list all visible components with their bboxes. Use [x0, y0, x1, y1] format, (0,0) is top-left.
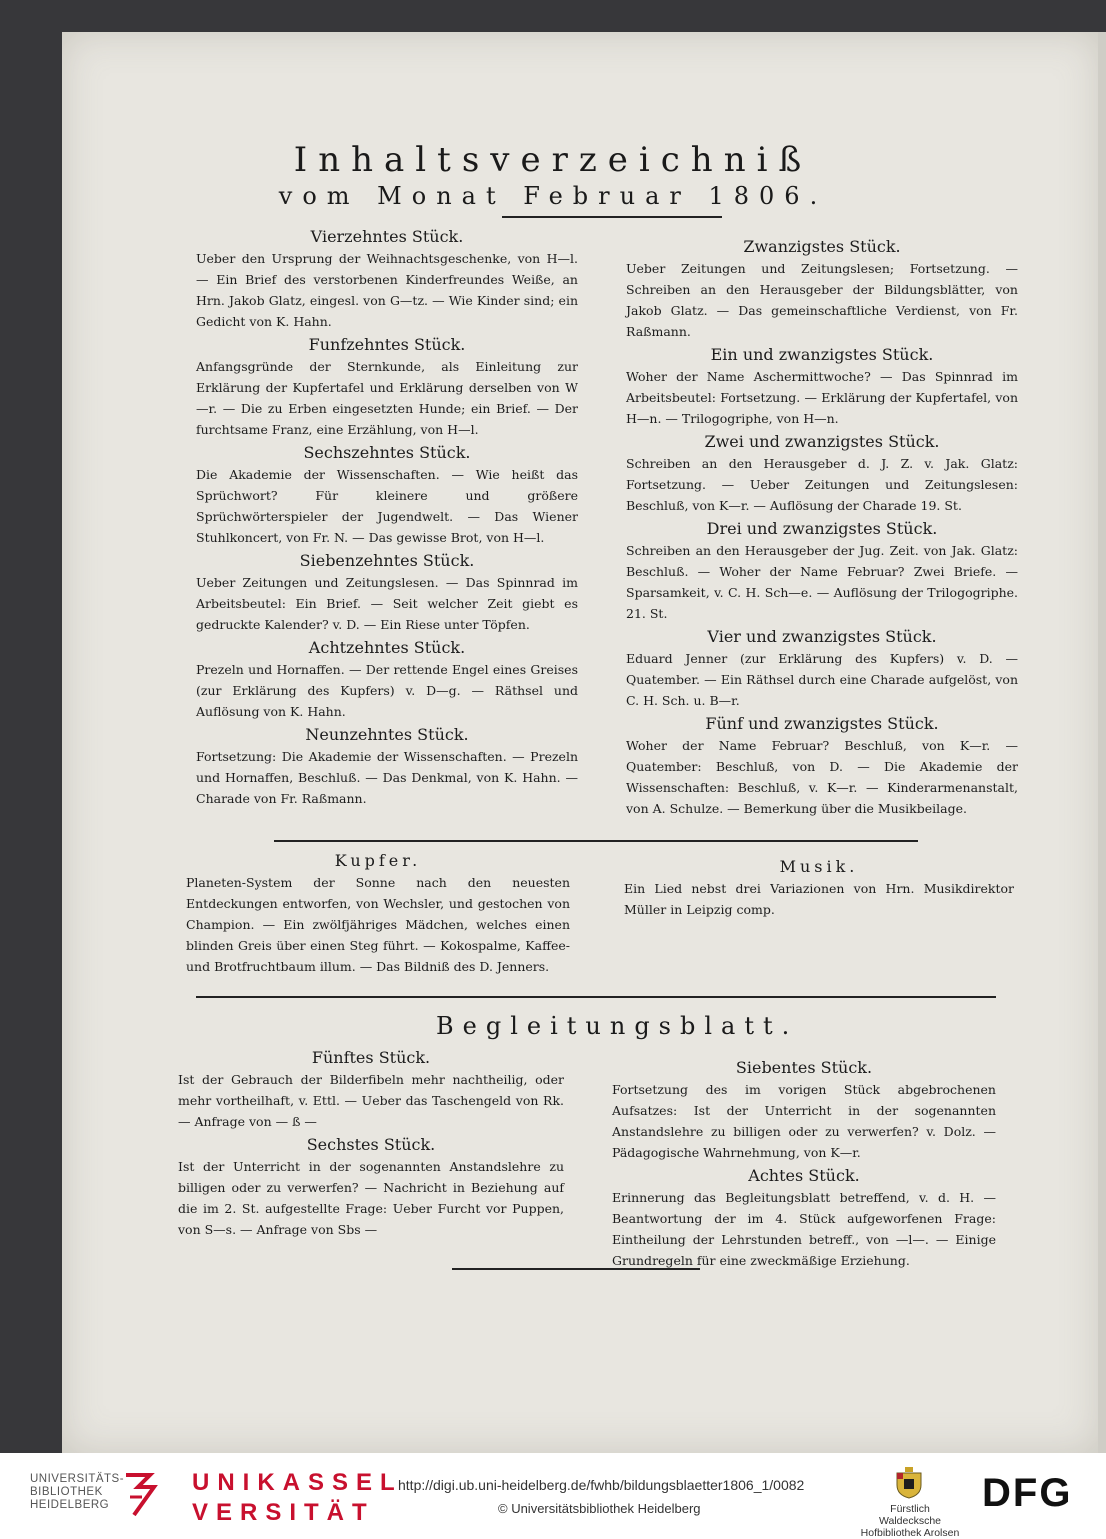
bottom-rule [452, 1268, 700, 1270]
kupfer-heading: Kupfer. [334, 851, 422, 870]
section-text: Prezeln und Hornaffen. — Der rettende Engel eines Greises (zur Erklärung des Kupfers) v. D—g. — Räthsel und Auflösung von K. Hahn. [196, 662, 578, 719]
contents-rule [274, 840, 918, 842]
bl-section-8 [612, 1166, 996, 1271]
section-23 [626, 519, 1018, 624]
dfg-logo[interactable]: DFG [982, 1471, 1073, 1515]
section-heading: Zwanzigstes Stück. [743, 237, 901, 256]
kupfer-text: Planeten-System der Sonne nach den neuesten Entdeckungen entworfen, von Wechsler, und gestochen von Champion. — Ein zwölfjähriges Mädchen, welches einen blinden Greis über einen Steg führt. — Kokospalme, Kaffee- und Brotfruchtbaum illum. — Das Bildniß des D. Jenners. [186, 875, 570, 974]
section-16 [196, 443, 578, 548]
section-20 [626, 237, 1018, 342]
section-heading: Siebenzehntes Stück. [299, 551, 475, 570]
uni-kassel-logo[interactable] [192, 1468, 403, 1528]
section-heading: Sechszehntes Stück. [303, 443, 471, 462]
section-heading: Sechstes Stück. [306, 1135, 436, 1154]
section-21 [626, 345, 1018, 429]
contents-right-column [626, 234, 1018, 819]
ub-logo-line: UNIVERSITÄTS- [30, 1473, 125, 1485]
arolsen-logo[interactable] [858, 1503, 962, 1539]
section-text: Fortsetzung des im vorigen Stück abgebrochenen Aufsatzes: Ist der Unterricht in der sogenannten Anstandslehre zu billigen oder zu verwerfen? v. Dolz. — Pädagogische Wahrnehmung, von K—r. [612, 1082, 996, 1160]
section-text: Eduard Jenner (zur Erklärung des Kupfers) v. D. — Quatember. — Ein Räthsel durch eine Charade aufgelöst, von C. H. Sch. u. B—r. [626, 651, 1018, 708]
musik-text: Ein Lied nebst drei Variazionen von Hrn. Musikdirektor Müller in Leipzig comp. [624, 881, 1014, 917]
section-heading: Zwei und zwanzigstes Stück. [704, 432, 940, 451]
section-heading: Drei und zwanzigstes Stück. [706, 519, 938, 538]
section-heading: Fünf und zwanzigstes Stück. [705, 714, 939, 733]
bl-section-6 [178, 1135, 564, 1240]
section-text: Ueber den Ursprung der Weihnachtsgeschenke, von H—l. — Ein Brief des verstorbenen Kinderfreundes Weiße, an Hrn. Jakob Glatz, eingesl. von G—tz. — Wie Kinder sind; ein Gedicht von K. Hahn. [196, 251, 578, 329]
section-text: Schreiben an den Herausgeber d. J. Z. v. Jak. Glatz: Fortsetzung. — Ueber Zeitungen und Zeitungslesen: Beschluß, von K—r. — Auflösung der Charade 19. St. [626, 456, 1018, 513]
document-url-link[interactable]: http://digi.ub.uni-heidelberg.de/fwhb/bildungsblaetter1806_1/0082 [398, 1477, 805, 1493]
ub-logo-line: HEIDELBERG [30, 1499, 110, 1511]
section-text: Anfangsgründe der Sternkunde, als Einleitung zur Erklärung der Kupfertafel und Erklärung derselben von W—r. — Die zu Erben eingesetzten Hunde; ein Brief. — Der furchtsame Franz, eine Erzählung, von H—l. [196, 359, 578, 437]
section-text: Erinnerung das Begleitungsblatt betreffend, v. d. H. — Beantwortung der im 4. Stück aufgeworfenen Frage: Eintheilung der Lehrstunden betreff., von —l—. — Einige Grundregeln für eine zweckmäßige Erziehung. [612, 1190, 996, 1268]
kupfer-section [186, 848, 570, 977]
section-heading: Neunzehntes Stück. [305, 725, 469, 744]
contents-left-column [196, 224, 578, 809]
begleitungsblatt-right-column [612, 1055, 996, 1271]
section-heading: Achtzehntes Stück. [308, 638, 466, 657]
section-heading: Siebentes Stück. [735, 1058, 873, 1077]
kupfer-rule [196, 996, 996, 998]
section-text: Fortsetzung: Die Akademie der Wissenschaften. — Prezeln und Hornaffen, Beschluß. — Das Denkmal, von K. Hahn. — Charade von Fr. Raßmann. [196, 749, 578, 806]
section-heading: Funfzehntes Stück. [308, 335, 466, 354]
section-text: Woher der Name Aschermittwoche? — Das Spinnrad im Arbeitsbeutel: Fortsetzung. — Erklärung der Kupfertafel, von H—n. — Trilogogriphe, von H—n. [626, 369, 1018, 426]
title-rule [502, 216, 722, 218]
begleitungsblatt-title: Begleitungsblatt. [436, 1012, 799, 1040]
section-text: Ueber Zeitungen und Zeitungslesen; Fortsetzung. — Schreiben an den Herausgeber der Bildungsblätter, von Jakob Glatz. — Das gemeinschaftliche Verdienst, von Fr. Raßmann. [626, 261, 1018, 339]
ub-logo-line: BIBLIOTHEK [30, 1486, 103, 1498]
section-text: Die Akademie der Wissenschaften. — Wie heißt das Sprüchwort? Für kleinere und größere Sprüchwörterspieler der Jugendwelt. — Das Wiener Stuhlkoncert, von Fr. N. — Das gewisse Brot, von H—l. [196, 467, 578, 545]
arolsen-line: Fürstlich Waldecksche [878, 1503, 942, 1527]
section-heading: Ein und zwanzigstes Stück. [710, 345, 934, 364]
musik-section [624, 854, 1014, 920]
section-17 [196, 551, 578, 635]
section-14 [196, 227, 578, 332]
section-text: Ist der Unterricht in der sogenannten Anstandslehre zu billigen oder zu verwerfen? — Nachricht in Beziehung auf die im 2. St. aufgestellte Frage: Ueber Furcht vor Puppen, von S—s. — Anfrage von Sbs — [178, 1159, 564, 1237]
uk-logo-line: VERSITÄT [192, 1499, 375, 1526]
page-title: Inhaltsverzeichniß [293, 140, 813, 180]
section-text: Woher der Name Februar? Beschluß, von K—r. — Quatember: Beschluß, von D. — Die Akademie der Wissenschaften: Beschluß, v. K—r. — Kinderarmenanstalt, von A. Schulze. — Bemerkung über die Musikbeilage. [626, 738, 1018, 816]
crest-icon [894, 1467, 924, 1499]
arolsen-line: Hofbibliothek Arolsen [860, 1527, 960, 1539]
section-25 [626, 714, 1018, 819]
viewer-footer [0, 1453, 1106, 1538]
musik-heading: Musik. [779, 857, 859, 876]
section-text: Ist der Gebrauch der Bilderfibeln mehr nachtheilig, oder mehr vortheilhaft, v. Ettl. — Ueber das Taschengeld von Rk. — Anfrage von — ß — [178, 1072, 564, 1129]
bl-section-7 [612, 1058, 996, 1163]
section-19 [196, 725, 578, 809]
section-heading: Fünftes Stück. [311, 1048, 431, 1067]
section-22 [626, 432, 1018, 516]
section-heading: Achtes Stück. [748, 1166, 860, 1185]
section-heading: Vierzehntes Stück. [310, 227, 464, 246]
page-subtitle: vom Monat Februar 1806. [278, 182, 828, 210]
ub-heidelberg-logo[interactable] [30, 1473, 124, 1512]
bl-section-5 [178, 1048, 564, 1132]
uk-logo-line: UNIKASSEL [192, 1469, 403, 1496]
section-text: Schreiben an den Herausgeber der Jug. Zeit. von Jak. Glatz: Beschluß. — Woher der Name Februar? Zwei Briefe. — Sparsamkeit, v. C. H. Sch—e. — Auflösung der Trilogogriphe. 21. St. [626, 543, 1018, 621]
section-24 [626, 627, 1018, 711]
ub-heidelberg-icon [120, 1467, 160, 1523]
paper-edge [1098, 32, 1106, 1453]
copyright-text: © Universitätsbibliothek Heidelberg [498, 1501, 701, 1516]
section-15 [196, 335, 578, 440]
section-heading: Vier und zwanzigstes Stück. [707, 627, 937, 646]
section-text: Ueber Zeitungen und Zeitungslesen. — Das Spinnrad im Arbeitsbeutel: Ein Brief. — Seit welcher Zeit giebt es gedruckte Kalender? v. D. — Ein Riese unter Töpfen. [196, 575, 578, 632]
section-18 [196, 638, 578, 722]
begleitungsblatt-left-column [178, 1045, 564, 1240]
